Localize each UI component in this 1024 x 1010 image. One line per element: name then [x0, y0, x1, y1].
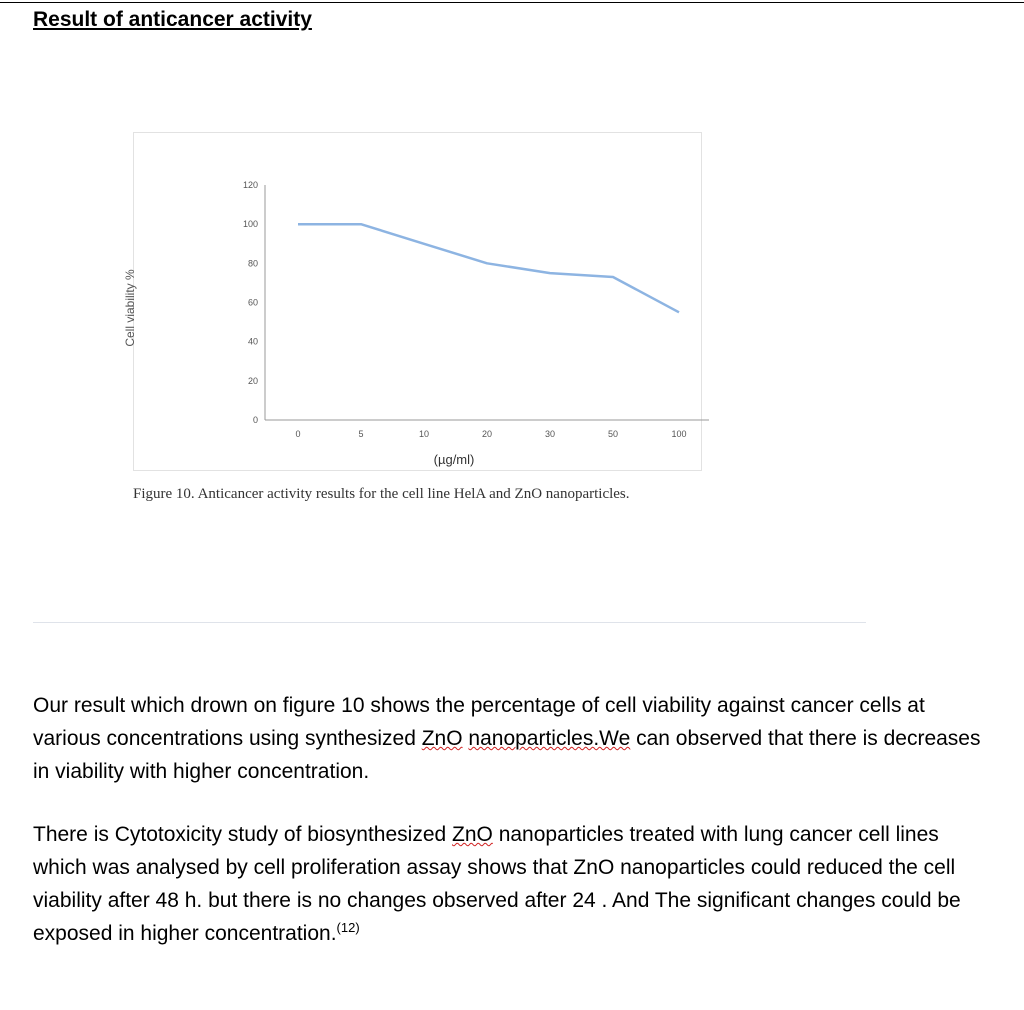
x-tick-label: 20 — [481, 429, 493, 439]
x-tick-label: 5 — [358, 429, 364, 439]
p1-nanoparticles: nanoparticles.We — [468, 727, 631, 750]
y-tick-label: 100 — [242, 219, 258, 230]
line-chart — [123, 133, 703, 472]
series-line — [298, 224, 679, 312]
citation-superscript: (12) — [336, 920, 360, 935]
y-tick-label: 0 — [252, 415, 258, 425]
x-tick-label: 0 — [295, 429, 301, 439]
y-tick-label: 60 — [247, 297, 258, 308]
x-tick-label: 10 — [418, 429, 430, 439]
top-rule — [0, 2, 1024, 3]
figure-caption: Figure 10. Anticancer activity results for the cell line HelA and ZnO nanoparticles. — [133, 486, 630, 502]
figure-10-chart — [123, 132, 702, 471]
y-tick-label: 120 — [242, 180, 258, 190]
paragraph-1 — [33, 689, 983, 788]
p1-zno: ZnO — [421, 727, 463, 750]
p2-text-1: There is Cytotoxicity study of biosynthesized — [33, 823, 453, 846]
p1-text-2: can observed that there is decreases in viability with higher concentration. — [33, 727, 981, 783]
y-tick-label: 20 — [247, 375, 258, 386]
y-axis-label: Cell viability % — [123, 269, 137, 347]
x-tick-label: 30 — [544, 429, 556, 439]
paragraph-2 — [33, 818, 983, 950]
p2-text-2: nanoparticles treated with lung cancer cell lines which was analysed by cell proliferation assay shows that ZnO nanoparticles could reduced the cell viability after 48 h. but there is no changes observed after 24 . And The significant changes could be exposed in higher concentration. — [33, 823, 961, 945]
p1-text-1: Our result which drown on figure 10 shows the percentage of cell viability against cancer cells at various concentrations using synthesized — [33, 694, 925, 750]
x-axis-label: (µg/ml) — [433, 452, 475, 467]
y-tick-label: 80 — [247, 258, 258, 269]
section-heading: Result of anticancer activity — [33, 8, 312, 31]
x-tick-label: 100 — [671, 429, 687, 439]
divider — [33, 622, 866, 623]
y-tick-label: 40 — [247, 336, 258, 347]
p2-zno: ZnO — [452, 823, 493, 846]
x-tick-label: 50 — [607, 429, 619, 439]
